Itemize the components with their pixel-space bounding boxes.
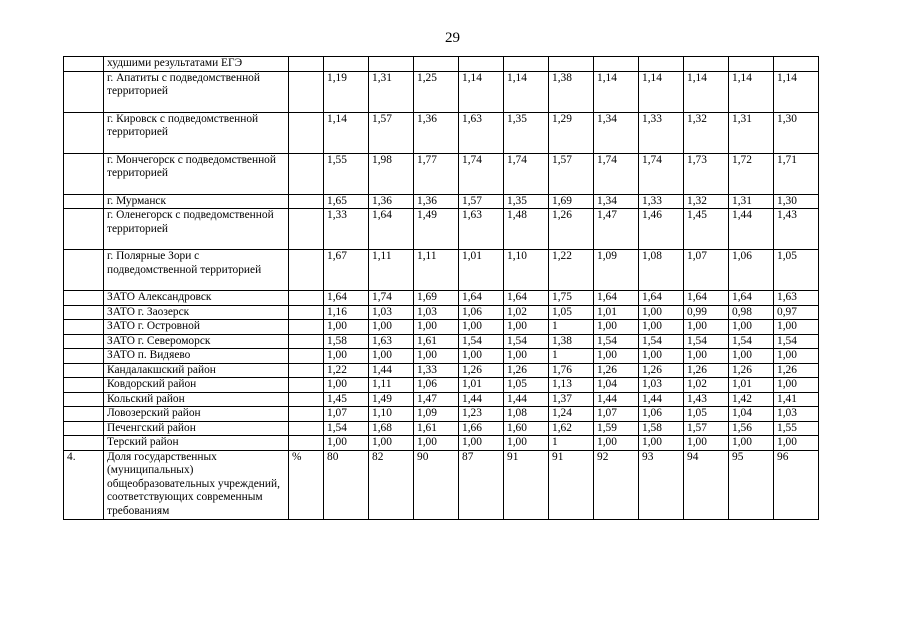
value-cell: 1,19 (324, 71, 369, 112)
row-name-cell: г. Мурманск (104, 194, 289, 209)
row-number-cell (64, 392, 104, 407)
value-cell (774, 57, 819, 72)
value-cell: 1,08 (504, 407, 549, 422)
row-name-cell: Терский район (104, 436, 289, 451)
value-cell: 1,00 (504, 436, 549, 451)
value-cell: 1,44 (729, 209, 774, 250)
value-cell: 1,30 (774, 194, 819, 209)
table-row (64, 421, 819, 436)
value-cell: 1,05 (774, 250, 819, 291)
value-cell: 1,69 (414, 291, 459, 306)
value-cell: 1,69 (549, 194, 594, 209)
value-cell (729, 57, 774, 72)
value-cell: 1,00 (594, 320, 639, 335)
value-cell: 1,00 (369, 320, 414, 335)
value-cell: 1,00 (774, 349, 819, 364)
value-cell: 1,58 (324, 334, 369, 349)
value-cell: 1,14 (594, 71, 639, 112)
row-name-cell: ЗАТО г. Североморск (104, 334, 289, 349)
value-cell: 1,00 (774, 436, 819, 451)
value-cell: 1,00 (324, 378, 369, 393)
value-cell: 1,03 (369, 305, 414, 320)
table-row (64, 334, 819, 349)
value-cell: 1,00 (324, 320, 369, 335)
row-number-cell (64, 291, 104, 306)
value-cell (504, 57, 549, 72)
table-row (64, 436, 819, 451)
value-cell: 1,06 (459, 305, 504, 320)
value-cell: 1,24 (549, 407, 594, 422)
row-name-cell: ЗАТО г. Островной (104, 320, 289, 335)
value-cell: 1,26 (459, 363, 504, 378)
value-cell: 1,44 (369, 363, 414, 378)
value-cell: 1,61 (414, 421, 459, 436)
value-cell: 1,36 (414, 194, 459, 209)
value-cell: 1 (549, 349, 594, 364)
value-cell: 1,46 (639, 209, 684, 250)
table-row (64, 378, 819, 393)
value-cell: 1,62 (549, 421, 594, 436)
row-name-cell: г. Оленегорск с подведомственной территорией (104, 209, 289, 250)
unit-cell (289, 71, 324, 112)
value-cell: 1,64 (324, 291, 369, 306)
value-cell: 1,00 (594, 349, 639, 364)
row-name-cell: ЗАТО Александровск (104, 291, 289, 306)
table-row (64, 363, 819, 378)
value-cell: 1,37 (549, 392, 594, 407)
value-cell: 1,02 (504, 305, 549, 320)
value-cell: 1,07 (594, 407, 639, 422)
value-cell: 1,64 (369, 209, 414, 250)
value-cell: 1,09 (594, 250, 639, 291)
value-cell: 1,74 (504, 153, 549, 194)
value-cell: 0,97 (774, 305, 819, 320)
value-cell: 1,14 (324, 112, 369, 153)
row-name-cell: Печенгский район (104, 421, 289, 436)
value-cell: 1,00 (639, 349, 684, 364)
unit-cell (289, 363, 324, 378)
value-cell: 1,00 (414, 320, 459, 335)
value-cell: 1,22 (324, 363, 369, 378)
table-row (64, 57, 819, 72)
row-number-cell (64, 112, 104, 153)
table-row (64, 407, 819, 422)
value-cell: 1,63 (459, 209, 504, 250)
unit-cell (289, 209, 324, 250)
value-cell (459, 57, 504, 72)
value-cell: 1,00 (684, 349, 729, 364)
value-cell (684, 57, 729, 72)
row-number-cell (64, 250, 104, 291)
value-cell: 1,11 (369, 250, 414, 291)
value-cell: 96 (774, 450, 819, 519)
row-number-cell (64, 378, 104, 393)
value-cell: 1,26 (594, 363, 639, 378)
value-cell: 1,06 (639, 407, 684, 422)
value-cell: 1,57 (459, 194, 504, 209)
value-cell: 82 (369, 450, 414, 519)
value-cell: 1,00 (729, 349, 774, 364)
value-cell: 1,14 (684, 71, 729, 112)
row-number-cell (64, 209, 104, 250)
value-cell: 1,11 (414, 250, 459, 291)
value-cell: 1,03 (774, 407, 819, 422)
value-cell: 1,55 (774, 421, 819, 436)
value-cell: 92 (594, 450, 639, 519)
value-cell: 1,65 (324, 194, 369, 209)
value-cell: 1,54 (594, 334, 639, 349)
value-cell: 1,00 (639, 436, 684, 451)
value-cell: 0,98 (729, 305, 774, 320)
value-cell: 1,64 (504, 291, 549, 306)
value-cell: 1,00 (774, 320, 819, 335)
value-cell: 1,76 (549, 363, 594, 378)
value-cell: 1,01 (459, 250, 504, 291)
unit-cell (289, 436, 324, 451)
value-cell (594, 57, 639, 72)
value-cell: 1,49 (414, 209, 459, 250)
unit-cell (289, 194, 324, 209)
value-cell: 1,45 (684, 209, 729, 250)
value-cell: 1,41 (774, 392, 819, 407)
unit-cell: % (289, 450, 324, 519)
value-cell: 1,32 (684, 112, 729, 153)
value-cell: 1,44 (639, 392, 684, 407)
value-cell: 1,09 (414, 407, 459, 422)
row-number-cell (64, 436, 104, 451)
value-cell: 1,64 (684, 291, 729, 306)
value-cell: 1,64 (729, 291, 774, 306)
value-cell: 1,00 (639, 320, 684, 335)
value-cell: 1,00 (729, 320, 774, 335)
value-cell: 1,60 (504, 421, 549, 436)
value-cell: 1,26 (504, 363, 549, 378)
unit-cell (289, 334, 324, 349)
table-row (64, 320, 819, 335)
value-cell: 1,10 (369, 407, 414, 422)
value-cell: 1,59 (594, 421, 639, 436)
row-name-cell: ЗАТО г. Заозерск (104, 305, 289, 320)
value-cell: 1,34 (594, 112, 639, 153)
value-cell: 1,00 (684, 320, 729, 335)
value-cell (549, 57, 594, 72)
value-cell: 1,64 (639, 291, 684, 306)
value-cell: 87 (459, 450, 504, 519)
value-cell: 94 (684, 450, 729, 519)
value-cell: 1,36 (414, 112, 459, 153)
value-cell: 1,13 (549, 378, 594, 393)
table-row (64, 153, 819, 194)
row-name-cell: худшими результатами ЕГЭ (104, 57, 289, 72)
value-cell: 1,05 (684, 407, 729, 422)
value-cell: 1,45 (324, 392, 369, 407)
value-cell: 1,35 (504, 112, 549, 153)
row-number-cell (64, 57, 104, 72)
value-cell: 1,55 (324, 153, 369, 194)
value-cell: 80 (324, 450, 369, 519)
value-cell: 1,00 (369, 349, 414, 364)
row-number-cell: 4. (64, 450, 104, 519)
value-cell: 1,63 (459, 112, 504, 153)
page-number: 29 (445, 30, 460, 46)
value-cell: 1,72 (729, 153, 774, 194)
value-cell: 1,01 (729, 378, 774, 393)
value-cell: 1,54 (774, 334, 819, 349)
row-name-cell: Кандалакшский район (104, 363, 289, 378)
value-cell: 1,03 (414, 305, 459, 320)
row-number-cell (64, 153, 104, 194)
row-number-cell (64, 71, 104, 112)
value-cell: 1,07 (684, 250, 729, 291)
value-cell: 1,67 (324, 250, 369, 291)
value-cell: 95 (729, 450, 774, 519)
value-cell: 1,32 (684, 194, 729, 209)
row-number-cell (64, 363, 104, 378)
value-cell: 1,00 (459, 436, 504, 451)
value-cell: 1,42 (729, 392, 774, 407)
unit-cell (289, 57, 324, 72)
value-cell: 1,54 (504, 334, 549, 349)
row-number-cell (64, 334, 104, 349)
unit-cell (289, 250, 324, 291)
value-cell: 1,73 (684, 153, 729, 194)
value-cell: 1,14 (459, 71, 504, 112)
value-cell (324, 57, 369, 72)
value-cell (414, 57, 459, 72)
row-name-cell: г. Апатиты с подведомственной территорией (104, 71, 289, 112)
value-cell: 1,01 (594, 305, 639, 320)
unit-cell (289, 320, 324, 335)
row-name-cell: г. Полярные Зори с подведомственной территорией (104, 250, 289, 291)
value-cell: 1,00 (459, 349, 504, 364)
value-cell: 1,64 (594, 291, 639, 306)
value-cell: 1,66 (459, 421, 504, 436)
value-cell: 1,02 (684, 378, 729, 393)
value-cell: 1,54 (729, 334, 774, 349)
value-cell: 1,44 (459, 392, 504, 407)
value-cell: 1,00 (504, 349, 549, 364)
value-cell: 1,74 (459, 153, 504, 194)
value-cell: 1,63 (774, 291, 819, 306)
row-name-cell: ЗАТО п. Видяево (104, 349, 289, 364)
indicators-table (63, 56, 819, 520)
value-cell: 93 (639, 450, 684, 519)
value-cell: 1,29 (549, 112, 594, 153)
table-row (64, 250, 819, 291)
row-name-cell: Ловозерский район (104, 407, 289, 422)
value-cell: 91 (549, 450, 594, 519)
value-cell: 1,38 (549, 334, 594, 349)
row-name-cell: г. Кировск с подведомственной территорией (104, 112, 289, 153)
value-cell: 1,00 (324, 349, 369, 364)
value-cell: 1,71 (774, 153, 819, 194)
table-row (64, 71, 819, 112)
value-cell: 1,49 (369, 392, 414, 407)
value-cell: 1,74 (639, 153, 684, 194)
value-cell: 1,26 (774, 363, 819, 378)
value-cell: 1,98 (369, 153, 414, 194)
value-cell: 1,23 (459, 407, 504, 422)
value-cell: 1,14 (774, 71, 819, 112)
value-cell: 1,30 (774, 112, 819, 153)
unit-cell (289, 349, 324, 364)
value-cell: 1,68 (369, 421, 414, 436)
value-cell: 1,10 (504, 250, 549, 291)
value-cell: 1,08 (639, 250, 684, 291)
value-cell: 1,57 (549, 153, 594, 194)
value-cell: 1,57 (684, 421, 729, 436)
value-cell: 1 (549, 436, 594, 451)
value-cell: 1,56 (729, 421, 774, 436)
unit-cell (289, 392, 324, 407)
value-cell: 1,26 (684, 363, 729, 378)
value-cell: 1,14 (639, 71, 684, 112)
value-cell: 1,54 (639, 334, 684, 349)
value-cell: 1,44 (594, 392, 639, 407)
value-cell: 1,26 (639, 363, 684, 378)
value-cell: 1,01 (459, 378, 504, 393)
value-cell: 1 (549, 320, 594, 335)
value-cell: 1,25 (414, 71, 459, 112)
value-cell (369, 57, 414, 72)
value-cell: 1,00 (369, 436, 414, 451)
value-cell: 1,31 (369, 71, 414, 112)
row-number-cell (64, 194, 104, 209)
table-row (64, 112, 819, 153)
value-cell: 90 (414, 450, 459, 519)
value-cell: 1,00 (639, 305, 684, 320)
value-cell: 1,22 (549, 250, 594, 291)
row-name-cell: г. Мончегорск с подведомственной территорией (104, 153, 289, 194)
table-row (64, 291, 819, 306)
table-row (64, 209, 819, 250)
value-cell: 1,11 (369, 378, 414, 393)
value-cell: 1,04 (594, 378, 639, 393)
value-cell: 1,64 (459, 291, 504, 306)
value-cell: 1,26 (549, 209, 594, 250)
value-cell: 1,61 (414, 334, 459, 349)
value-cell: 1,44 (504, 392, 549, 407)
value-cell: 1,06 (729, 250, 774, 291)
value-cell: 1,00 (594, 436, 639, 451)
value-cell: 1,36 (369, 194, 414, 209)
value-cell: 1,35 (504, 194, 549, 209)
value-cell: 1,63 (369, 334, 414, 349)
value-cell: 1,00 (684, 436, 729, 451)
value-cell: 1,43 (684, 392, 729, 407)
value-cell: 1,43 (774, 209, 819, 250)
value-cell: 1,74 (369, 291, 414, 306)
table-row (64, 305, 819, 320)
unit-cell (289, 407, 324, 422)
row-number-cell (64, 407, 104, 422)
value-cell: 1,04 (729, 407, 774, 422)
table-row (64, 450, 819, 519)
value-cell: 1,16 (324, 305, 369, 320)
value-cell: 1,06 (414, 378, 459, 393)
value-cell: 1,75 (549, 291, 594, 306)
value-cell: 1,00 (414, 436, 459, 451)
value-cell: 1,34 (594, 194, 639, 209)
row-name-cell: Доля государственных (муниципальных) общеобразовательных учреждений, соответствующих современным требованиям (104, 450, 289, 519)
value-cell: 1,58 (639, 421, 684, 436)
value-cell: 1,33 (639, 194, 684, 209)
unit-cell (289, 421, 324, 436)
row-number-cell (64, 305, 104, 320)
value-cell: 1,00 (459, 320, 504, 335)
row-number-cell (64, 349, 104, 364)
table-row (64, 194, 819, 209)
value-cell: 1,26 (729, 363, 774, 378)
unit-cell (289, 112, 324, 153)
row-number-cell (64, 421, 104, 436)
value-cell: 1,31 (729, 194, 774, 209)
value-cell: 1,14 (504, 71, 549, 112)
unit-cell (289, 153, 324, 194)
value-cell: 1,74 (594, 153, 639, 194)
value-cell: 1,47 (594, 209, 639, 250)
value-cell: 1,07 (324, 407, 369, 422)
value-cell: 1,54 (324, 421, 369, 436)
unit-cell (289, 291, 324, 306)
row-name-cell: Ковдорский район (104, 378, 289, 393)
row-number-cell (64, 320, 104, 335)
value-cell: 1,00 (504, 320, 549, 335)
value-cell: 1,54 (684, 334, 729, 349)
value-cell: 1,00 (774, 378, 819, 393)
value-cell: 91 (504, 450, 549, 519)
unit-cell (289, 378, 324, 393)
table-row (64, 392, 819, 407)
row-name-cell: Кольский район (104, 392, 289, 407)
value-cell: 1,31 (729, 112, 774, 153)
value-cell: 1,57 (369, 112, 414, 153)
value-cell: 1,33 (324, 209, 369, 250)
value-cell: 1,48 (504, 209, 549, 250)
value-cell: 1,14 (729, 71, 774, 112)
value-cell: 1,00 (414, 349, 459, 364)
value-cell: 1,33 (639, 112, 684, 153)
value-cell: 1,77 (414, 153, 459, 194)
value-cell: 1,38 (549, 71, 594, 112)
table-row (64, 349, 819, 364)
value-cell: 1,54 (459, 334, 504, 349)
value-cell (639, 57, 684, 72)
value-cell: 0,99 (684, 305, 729, 320)
value-cell: 1,05 (504, 378, 549, 393)
unit-cell (289, 305, 324, 320)
value-cell: 1,05 (549, 305, 594, 320)
value-cell: 1,03 (639, 378, 684, 393)
value-cell: 1,33 (414, 363, 459, 378)
value-cell: 1,00 (324, 436, 369, 451)
value-cell: 1,00 (729, 436, 774, 451)
value-cell: 1,47 (414, 392, 459, 407)
